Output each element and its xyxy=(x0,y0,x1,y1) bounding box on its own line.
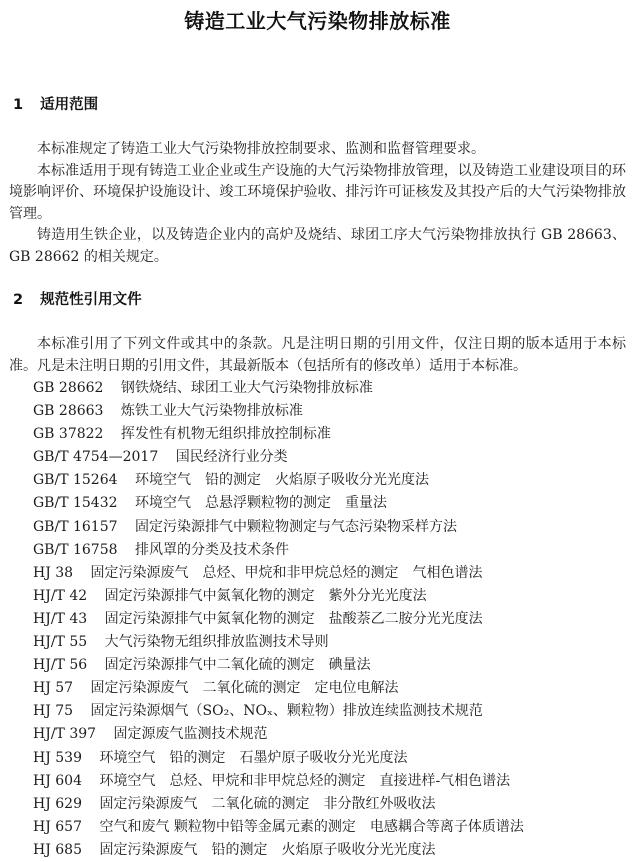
reference-title: 空气和废气 颗粒物中铅等金属元素的测定 电感耦合等离子体质谱法 xyxy=(99,818,524,835)
reference-title: 环境空气 总烃、甲烷和非甲烷总烃的测定 直接进样-气相色谱法 xyxy=(99,772,511,789)
paragraph: 本标准规定了铸造工业大气污染物排放控制要求、监测和监督管理要求。 xyxy=(37,141,485,157)
document-section xyxy=(9,97,626,268)
reference-code: HJ 685 xyxy=(33,841,82,858)
reference-title: 固定污染源烟气（SO₂、NOₓ、颗粒物）排放连续监测技术规范 xyxy=(90,703,483,720)
reference-item xyxy=(33,585,626,608)
reference-code: HJ 38 xyxy=(33,564,74,581)
section-heading xyxy=(9,292,626,308)
reference-code: HJ 629 xyxy=(33,795,82,812)
reference-code: HJ 75 xyxy=(33,703,74,720)
reference-item xyxy=(33,492,626,515)
reference-item xyxy=(33,446,626,469)
reference-item xyxy=(33,700,626,723)
paragraph: 本标准引用了下列文件或其中的条款。凡是注明日期的引用文件，仅注日期的版本适用于本标准。凡是未注明日期的引用文件，其最新版本（包括所有的修改单）适用于本标准。 xyxy=(9,336,626,374)
reference-title: 固定污染源排气中氮氧化物的测定 紫外分光光度法 xyxy=(104,587,427,604)
reference-item xyxy=(33,747,626,770)
reference-title: 固定污染源废气 二氧化硫的测定 定电位电解法 xyxy=(90,680,399,697)
reference-code: GB 37822 xyxy=(33,426,104,443)
reference-code: HJ 657 xyxy=(33,818,82,835)
paragraph: 本标准适用于现有铸造工业企业或生产设施的大气污染物排放管理，以及铸造工业建设项目的环境影响评价、环境保护设施设计、竣工环境保护验收、排污许可证核发及其投产后的大气污染物排放管理。 xyxy=(9,162,626,222)
reference-code: GB/T 16157 xyxy=(33,518,118,535)
reference-code: HJ 539 xyxy=(33,749,82,766)
reference-code: GB/T 15432 xyxy=(33,495,118,512)
reference-code: HJ/T 56 xyxy=(33,657,88,674)
reference-title: 固定污染源废气 总烃、甲烷和非甲烷总烃的测定 气相色谱法 xyxy=(90,564,483,581)
reference-item xyxy=(33,516,626,539)
reference-item xyxy=(33,400,626,423)
paragraph: 铸造用生铁企业，以及铸造企业内的高炉及烧结、球团工序大气污染物排放执行 GB 28663、GB 28662 的相关规定。 xyxy=(9,227,626,265)
reference-code: HJ/T 43 xyxy=(33,610,88,627)
section-paragraphs xyxy=(9,139,626,268)
reference-title: 国民经济行业分类 xyxy=(175,449,288,466)
reference-item xyxy=(33,423,626,446)
section-number: 2 xyxy=(13,292,24,308)
reference-item xyxy=(33,608,626,631)
section-title: 适用范围 xyxy=(40,97,99,113)
reference-code: HJ 57 xyxy=(33,680,74,697)
document-section xyxy=(9,292,626,862)
reference-code: HJ/T 42 xyxy=(33,587,88,604)
reference-item xyxy=(33,539,626,562)
reference-item xyxy=(33,793,626,816)
reference-item xyxy=(33,377,626,400)
reference-title: 固定污染源废气 铅的测定 火焰原子吸收分光光度法 xyxy=(99,841,436,858)
reference-item xyxy=(33,677,626,700)
reference-title: 挥发性有机物无组织排放控制标准 xyxy=(120,426,331,443)
reference-title: 固定污染源废气 二氧化硫的测定 非分散红外吸收法 xyxy=(99,795,436,812)
reference-title: 固定源废气监测技术规范 xyxy=(113,726,268,743)
reference-item xyxy=(33,562,626,585)
reference-title: 环境空气 铅的测定 火焰原子吸收分光光度法 xyxy=(134,472,429,489)
reference-item xyxy=(33,723,626,746)
document-title: 铸造工业大气污染物排放标准 xyxy=(184,9,451,33)
reference-item xyxy=(33,469,626,492)
section-paragraphs xyxy=(9,334,626,377)
reference-list xyxy=(33,377,626,862)
reference-code: HJ/T 397 xyxy=(33,726,97,743)
section-number: 1 xyxy=(13,97,24,113)
reference-title: 炼铁工业大气污染物排放标准 xyxy=(120,403,303,420)
reference-item xyxy=(33,631,626,654)
section-heading xyxy=(9,97,626,113)
reference-item xyxy=(33,816,626,839)
reference-code: GB/T 15264 xyxy=(33,472,118,489)
reference-title: 钢铁烧结、球团工业大气污染物排放标准 xyxy=(120,380,373,396)
reference-code: HJ 604 xyxy=(33,772,82,789)
reference-title: 固定污染源排气中氮氧化物的测定 盐酸萘乙二胺分光光度法 xyxy=(104,610,483,627)
reference-code: HJ/T 55 xyxy=(33,634,88,651)
reference-title: 环境空气 总悬浮颗粒物的测定 重量法 xyxy=(134,495,387,512)
reference-code: GB/T 4754—2017 xyxy=(33,449,159,466)
reference-title: 大气污染物无组织排放监测技术导则 xyxy=(104,634,329,651)
reference-code: GB 28662 xyxy=(33,380,104,396)
section-title: 规范性引用文件 xyxy=(40,292,142,308)
document-body xyxy=(9,97,626,862)
reference-title: 固定污染源排气中颗粒物测定与气态污染物采样方法 xyxy=(134,518,457,535)
reference-title: 环境空气 铅的测定 石墨炉原子吸收分光光度法 xyxy=(99,749,408,766)
reference-code: GB 28663 xyxy=(33,403,104,420)
reference-title: 固定污染源排气中二氧化硫的测定 碘量法 xyxy=(104,657,371,674)
reference-item xyxy=(33,654,626,677)
reference-code: GB/T 16758 xyxy=(33,541,118,558)
reference-title: 排风罩的分类及技术条件 xyxy=(134,541,289,558)
reference-item xyxy=(33,770,626,793)
reference-item xyxy=(33,839,626,862)
